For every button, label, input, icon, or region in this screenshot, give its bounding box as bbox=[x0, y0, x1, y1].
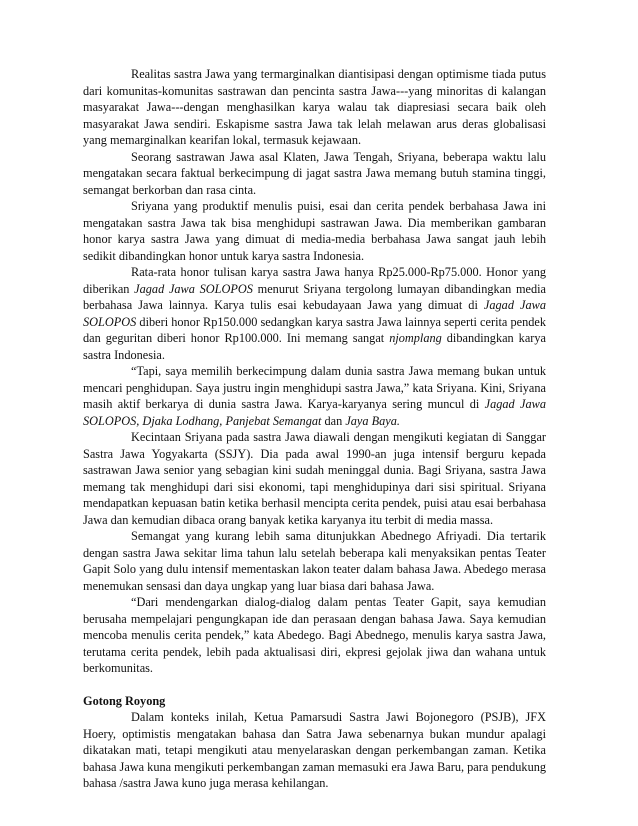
text-run: Semangat yang kurang lebih sama ditunjukkan Abednego Afriyadi. Dia tertarik dengan sastra Jawa sekitar lima tahun lalu setelah beberapa kali menyaksikan pentas Teater Gapit Solo yang dulu intensif mementaskan lakon teater dalam bahasa Jawa. Abedego merasa menemukan sensasi dan daya ungkap yang luar biasa dari bahasa Jawa. bbox=[83, 529, 546, 593]
text-run: Realitas sastra Jawa yang termarginalkan diantisipasi dengan optimisme tiada putus dari komunitas-komunitas sastrawan dan pencinta sastra Jawa---yang minoritas di kalangan masyarakat Jawa---dengan menghasilkan karya walau tak diapresiasi secara baik oleh masyarakat Jawa sendiri. Eskapisme sastra Jawa tak lelah melawan arus deras globalisasi yang memarginalkan kearifan lokal, termasuk kejawaan. bbox=[83, 67, 546, 147]
section-heading: Gotong Royong bbox=[83, 693, 166, 708]
text-run: “Dari mendengarkan dialog-dialog dalam pentas Teater Gapit, saya kemudian berusaha mempelajari pengungkapan ide dan perasaan dengan bahasa Jawa. Saya kemudian mencoba menulis cerita pendek,” kata Abedego. Bagi Abednego, menulis karya sastra Jawa, terutama cerita pendek, lebih pada aktualisasi diri, ekpresi gejolak jiwa dan wahana untuk berkomunitas. bbox=[83, 595, 546, 675]
text-run: dan bbox=[321, 413, 346, 428]
paragraph bbox=[83, 264, 546, 363]
text-run: diberi honor Rp150.000 sedangkan karya sastra Jawa lainnya seperti cerita pendek dan geguritan diberi honor Rp100.000. Ini memang sangat bbox=[83, 314, 546, 345]
text-run: Kecintaan Sriyana pada sastra Jawa diawali dengan mengikuti kegiatan di Sanggar Sastra Jawa Yogyakarta (SSJY). Dia pada awal 1990-an juga intensif berguru kepada sastrawan Jawa senior yang sebagian kini sudah meninggal dunia. Bagi Sriyana, sastra Jawa memang tak menghidupi dari sisi ekonomi, tapi menghidupinya dari sisi spiritual. Sriyana mendapatkan kepuasan batin ketika berhasil mencipta cerita pendek, puisi atau esai berbahasa Jawa dan kemudian dibaca orang banyak ketika karyanya itu terbit di media massa. bbox=[83, 430, 546, 527]
paragraph bbox=[83, 528, 546, 594]
paragraph bbox=[83, 149, 546, 199]
text-run: dibandingkan karya sastra Indonesia. bbox=[83, 331, 546, 362]
italic-text-run: Jagad Jawa SOLOPOS bbox=[134, 281, 253, 296]
paragraph bbox=[83, 429, 546, 528]
paragraph bbox=[83, 66, 546, 149]
text-run: Dalam konteks inilah, Ketua Pamarsudi Sastra Jawi Bojonegoro (PSJB), JFX Hoery, optimistis mengatakan bahasa dan Satra Jawa sebenarnya bukan mundur apalagi dikatakan mati, tetapi mengikuti atau menyelaraskan dengan perkembangan zaman. Ketika bahasa Jawa kuna mengikuti perkembangan zaman memasuki era Jawa Baru, para pendukung bahasa /sastra Jawa kuno juga merasa kehilangan. bbox=[83, 710, 547, 790]
paragraph bbox=[83, 363, 546, 429]
text-run: Sriyana yang produktif menulis puisi, esai dan cerita pendek berbahasa Jawa ini mengatakan sastra Jawa tak bisa menghidupi sastrawan Jawa. Dia memberikan gambaran honor karya sastra Jawa yang dimuat di media-media berbahasa Jawa sangat jauh lebih sedikit dibandingkan honor untuk karya sastra Indonesia. bbox=[83, 199, 546, 263]
body-section-2 bbox=[83, 709, 546, 792]
text-run: “Tapi, saya memilih berkecimpung dalam dunia sastra Jawa memang bukan untuk mencari penghidupan. Saya justru ingin menghidupi sastra Jawa,” kata Sriyana. Kini, Sriyana masih aktif berkarya di dunia sastra Jawa. Karya-karyanya sering muncul di bbox=[83, 364, 546, 411]
paragraph bbox=[83, 709, 546, 792]
italic-text-run: Jagad Jawa SOLOPOS, Djaka Lodhang, Panjebat Semangat bbox=[83, 397, 546, 428]
body-section-1 bbox=[83, 66, 546, 677]
text-run: Rata-rata honor tulisan karya sastra Jawa hanya Rp25.000-Rp75.000. Honor yang diberikan bbox=[83, 265, 546, 296]
italic-text-run: njomplang bbox=[389, 331, 442, 345]
paragraph bbox=[83, 594, 546, 677]
text-run: Seorang sastrawan Jawa asal Klaten, Jawa Tengah, Sriyana, beberapa waktu lalu mengatakan secara faktual berkecimpung di jagat sastra Jawa memang butuh stamina tinggi, semangat berkorban dan rasa cinta. bbox=[83, 149, 546, 197]
italic-text-run: Jaya Baya. bbox=[345, 413, 400, 428]
paragraph bbox=[83, 198, 546, 264]
italic-text-run: Jagad Jawa SOLOPOS bbox=[83, 298, 546, 329]
text-run: menurut Sriyana tergolong lumayan dibandingkan media berbahasa Jawa lainnya. Karya tulis esai kebudayaan Jawa yang dimuat di bbox=[83, 281, 547, 312]
